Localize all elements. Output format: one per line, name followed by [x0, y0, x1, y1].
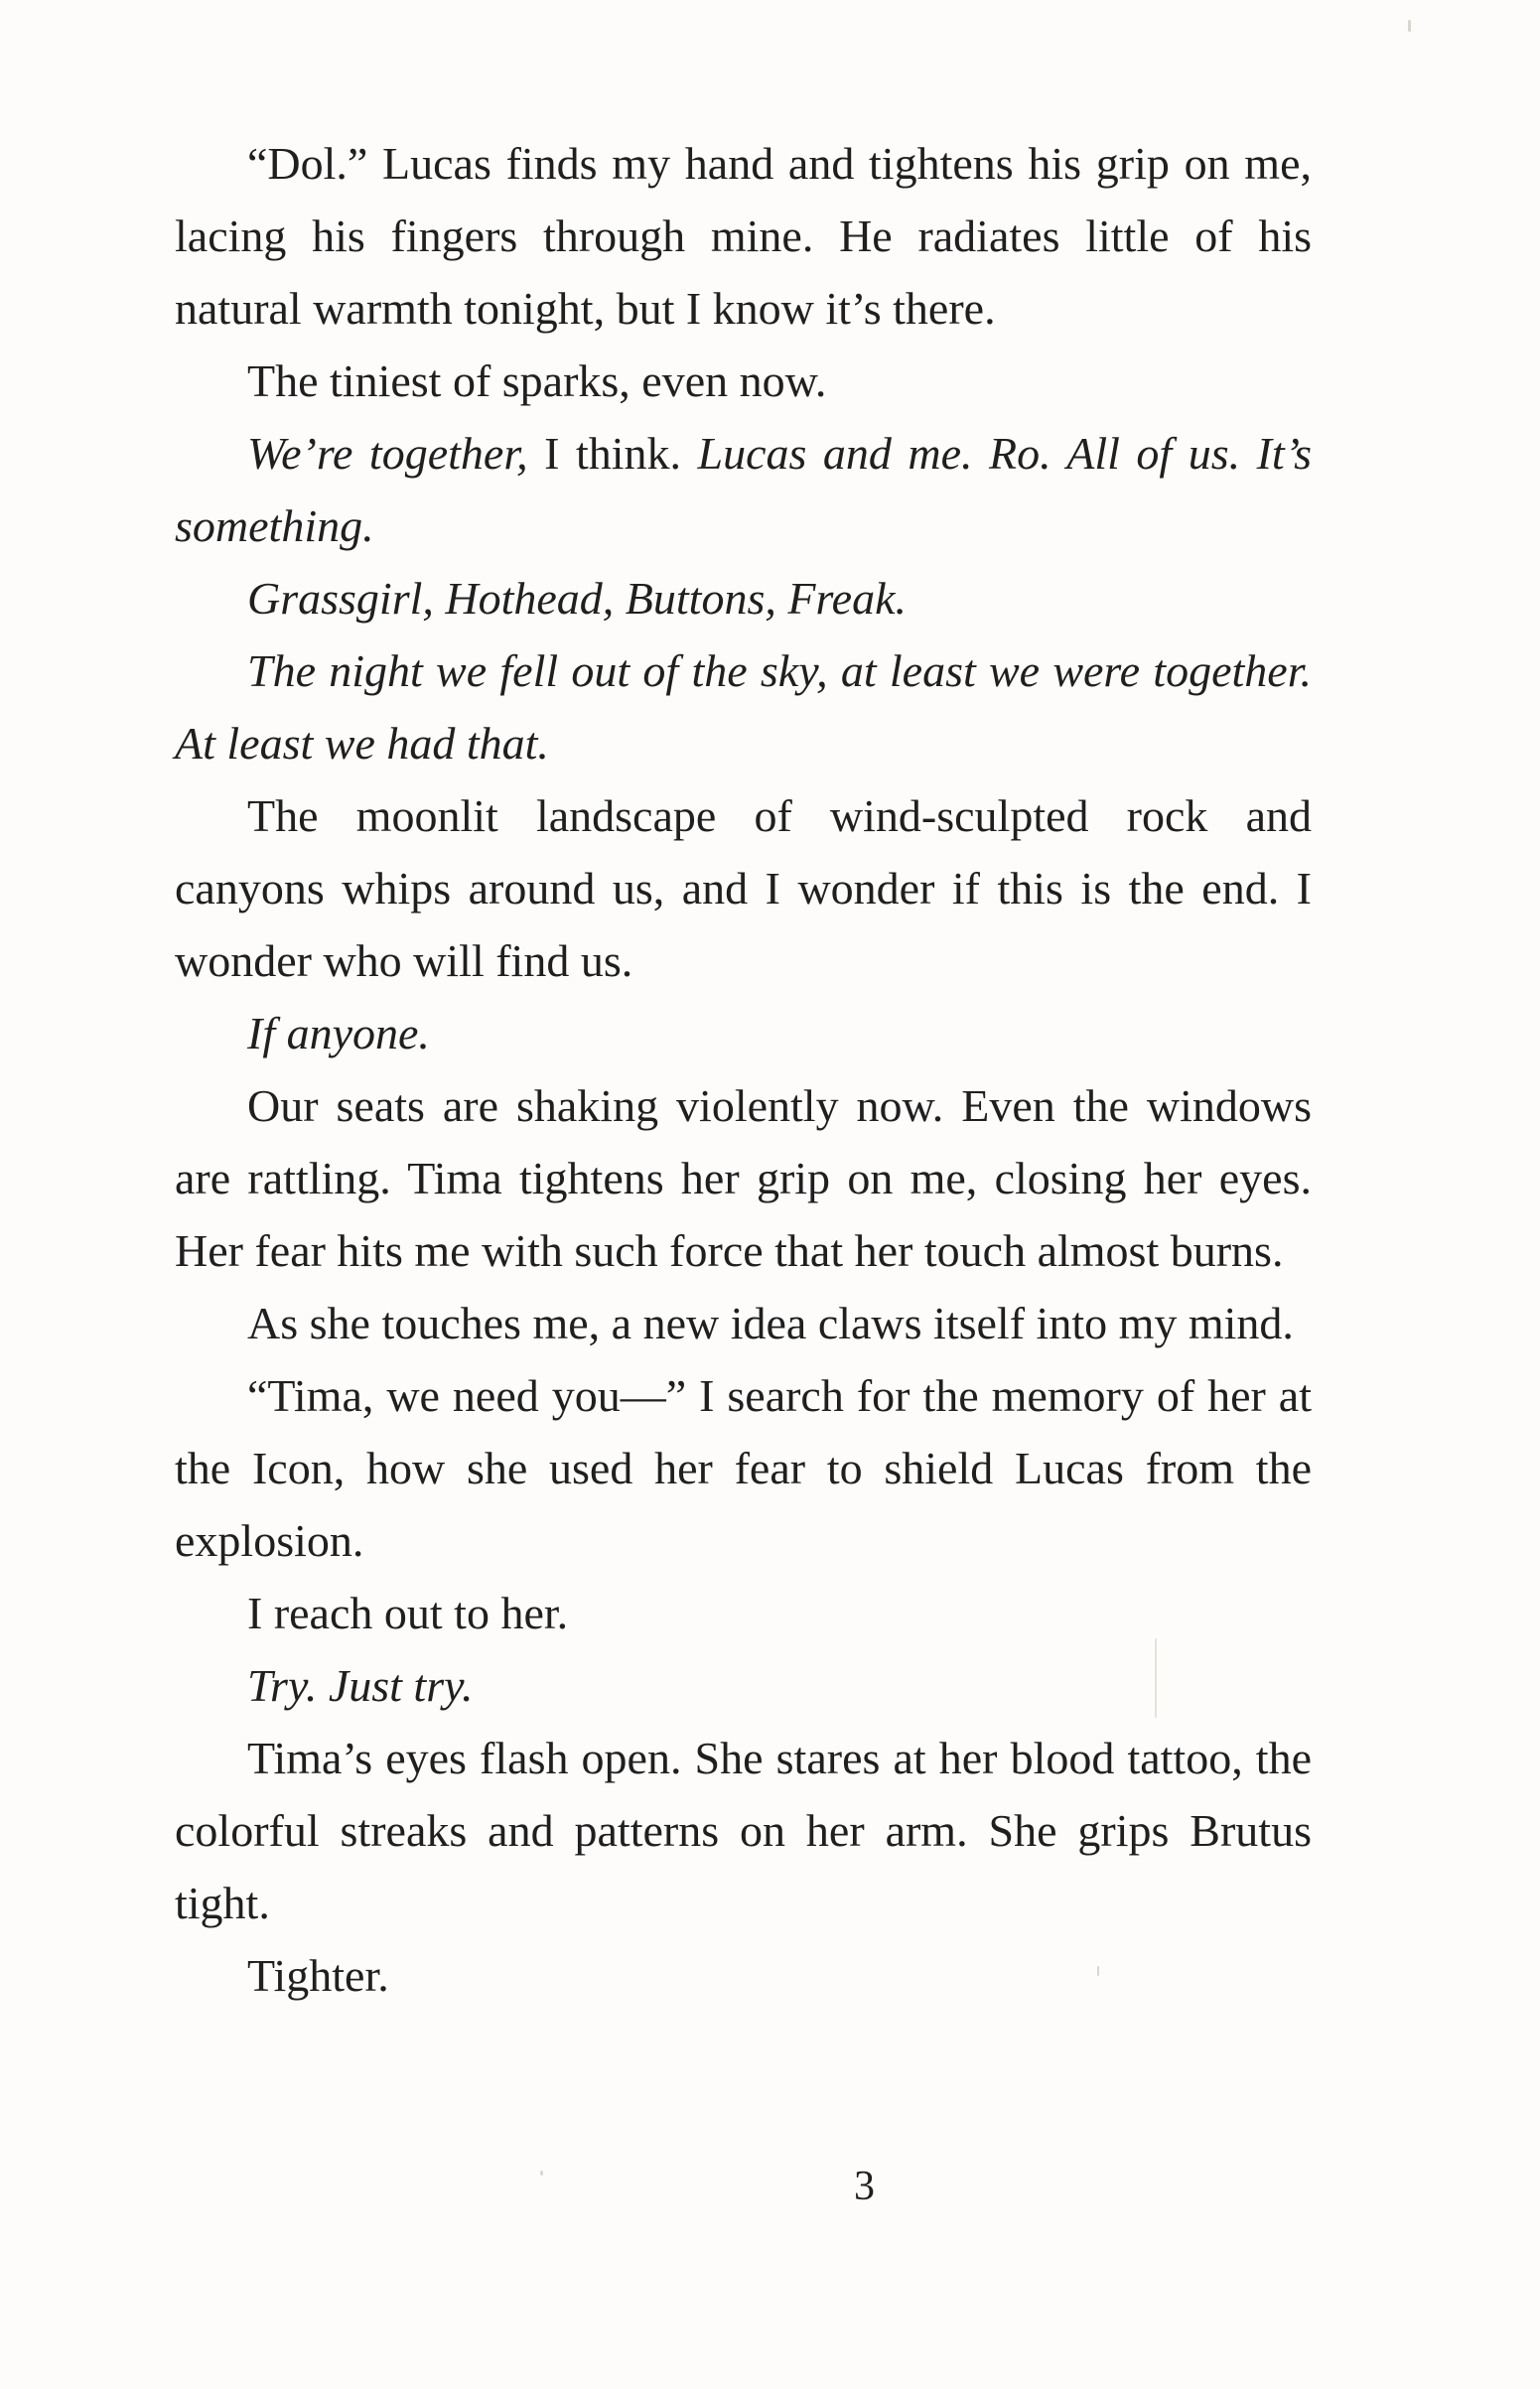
body-text — [175, 127, 1312, 2012]
paragraph — [175, 1722, 1312, 1939]
text-run: As she touches me, a new idea claws itself into my mind. — [247, 1298, 1294, 1348]
italic-run: Grassgirl, Hothead, Buttons, Freak. — [247, 573, 907, 624]
paragraph — [175, 345, 1312, 417]
paper-speck — [1097, 1966, 1099, 1976]
paragraph — [175, 634, 1312, 779]
text-run: “Tima, we need you—” I search for the memory of her at the Icon, how she used her fear to shield Lucas from the explosion. — [175, 1370, 1312, 1566]
text-run: The tiniest of sparks, even now. — [247, 355, 827, 406]
paragraph — [175, 417, 1312, 562]
text-run: I reach out to her. — [247, 1588, 569, 1638]
paragraph — [175, 1069, 1312, 1287]
paragraph — [175, 1577, 1312, 1649]
paragraph — [175, 1287, 1312, 1359]
text-run: The moonlit landscape of wind-sculpted rock and canyons whips around us, and I wonder if this is the end. I wonder who will find us. — [175, 790, 1312, 986]
text-run: Tima’s eyes flash open. She stares at her blood tattoo, the colorful streaks and patterns on her arm. She grips Brutus tight. — [175, 1733, 1312, 1928]
text-run: Tighter. — [247, 1950, 389, 2001]
italic-run: The night we fell out of the sky, at least we were together. At least we had that. — [175, 645, 1312, 769]
paper-speck — [540, 2171, 543, 2176]
italic-run: If anyone. — [247, 1008, 430, 1058]
text-run: “Dol.” Lucas finds my hand and tightens his grip on me, lacing his fingers through mine. He radiates little of his natural warmth tonight, but I know it’s there. — [175, 138, 1312, 334]
paragraph — [175, 1939, 1312, 2012]
italic-run: Try. Just try. — [247, 1660, 474, 1711]
page-number — [0, 2163, 1540, 2210]
paragraph — [175, 127, 1312, 345]
paragraph — [175, 562, 1312, 634]
paragraph — [175, 1649, 1312, 1722]
italic-run: We’re together, — [247, 428, 528, 479]
paragraph — [175, 1359, 1312, 1577]
text-run: I think. — [527, 428, 698, 479]
page-number-label: 3 — [854, 2164, 875, 2209]
paper-speck — [1155, 1638, 1157, 1718]
paragraph — [175, 997, 1312, 1069]
text-run: Our seats are shaking violently now. Even the windows are rattling. Tima tightens her grip on me, closing her eyes. Her fear hits me with such force that her touch almost burns. — [175, 1080, 1312, 1276]
italic-run: Lucas and me. Ro. All of us. It’s something. — [175, 428, 1312, 551]
paragraph — [175, 779, 1312, 997]
paper-speck — [1408, 20, 1411, 32]
